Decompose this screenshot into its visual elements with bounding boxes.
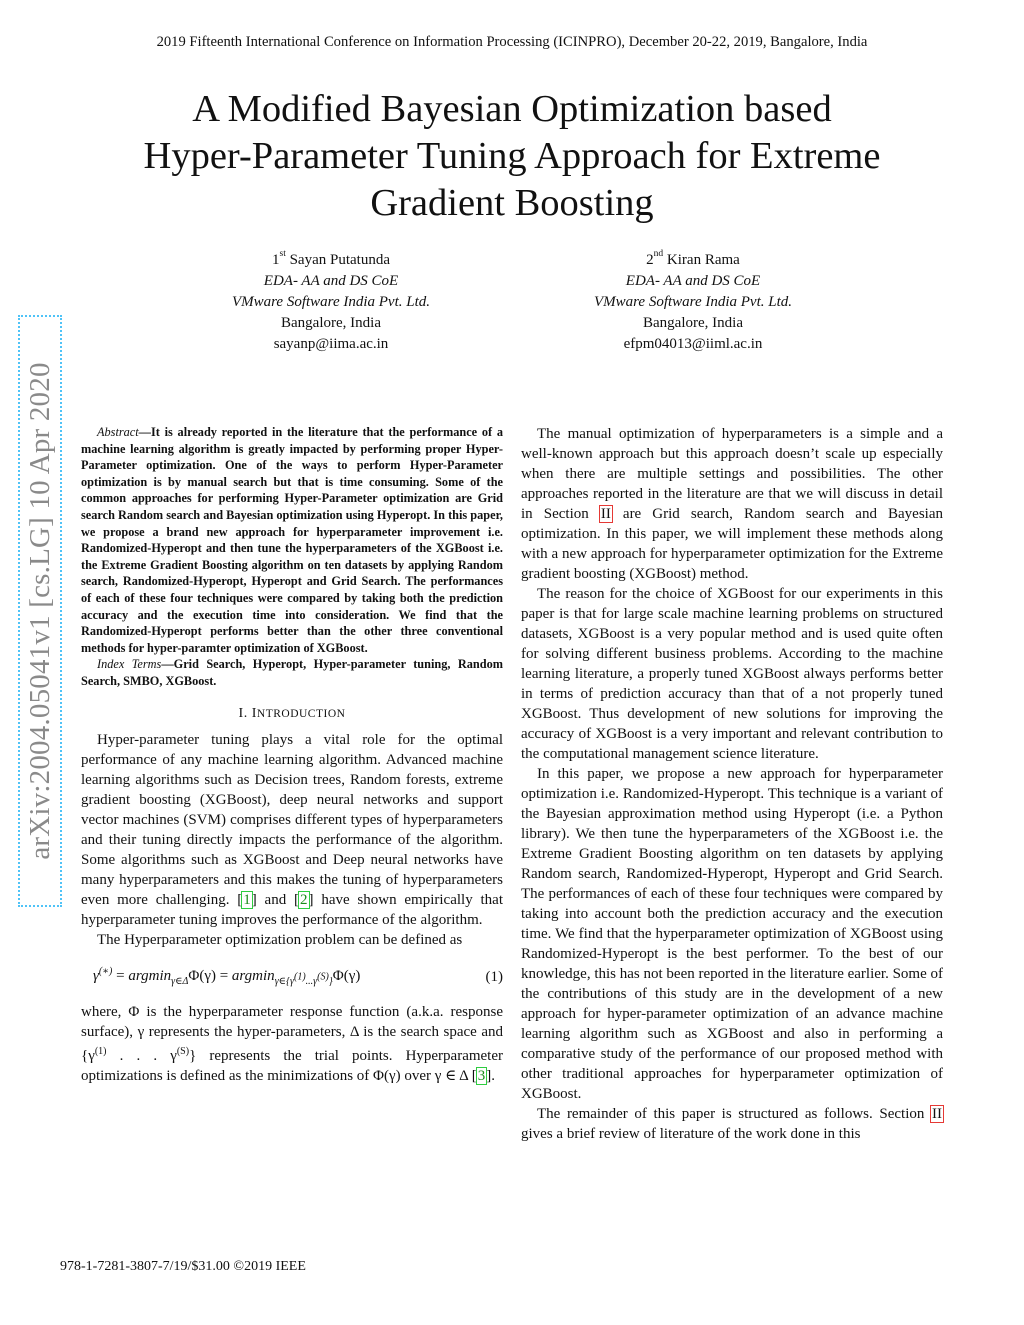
- section-ref-link[interactable]: II: [932, 1106, 942, 1122]
- author-name-line: 2nd Kiran Rama: [646, 249, 740, 268]
- author-location: Bangalore, India: [281, 315, 381, 331]
- section-ref-link[interactable]: II: [600, 506, 611, 522]
- body-paragraph: The remainder of this paper is structured as follows. Section II gives a brief review of literature of the work done in this: [521, 1106, 942, 1142]
- author-block-2: [503, 250, 883, 355]
- author-name: Kiran Rama: [666, 252, 740, 268]
- body-paragraph: The manual optimization of hyperparameters is a simple and a well-known approach but this approach doesn’t scale up especially when there are multiple settings and possibilities. The other approaches reported in the literature are that we will discuss in detail in Section II are Grid search, Random search and Bayesian optimization. In this paper, we will implement these methods along with a new approach for hyperparameter optimization for the Extreme gradient boosting (XGBoost) method.: [521, 426, 944, 582]
- intro-paragraph: Hyper-parameter tuning plays a vital role for the optimal performance of any machine learning algorithm. Advanced machine learning algorithms such as Decision trees, Random forests, extreme gradient boosting (XGBoost), deep neural networks and support vector machines (SVM) comprises different types of hyperparameters and their tuning directly impacts the performance of the algorithm. Some algorithms such as XGBoost and Deep neural networks have many hyperparameters and this makes the tuning of hyperparameters even more challenging. [1] and [2] have shown empirically that hyperparameter tuning improves the performance of the algorithm.: [81, 731, 503, 928]
- index-terms-label: Index Terms: [97, 657, 162, 672]
- title-line: Hyper-Parameter Tuning Approach for Extreme: [143, 135, 881, 177]
- title-line: A Modified Bayesian Optimization based: [192, 88, 832, 130]
- author-block-1: [141, 250, 521, 355]
- intro-paragraph: where, Φ is the hyperparameter response function (a.k.a. response surface), γ represents the hyper-parameters, Δ is the search space and {$\gamma^{(1)}$ . . . $\gamma^{(S)}$} represents the trial points. Hyperparameter optimizations is defined as the minimizations of Φ(γ) over γ ∈ Δ [3].: [81, 1003, 504, 1084]
- citation-link[interactable]: 3: [477, 1067, 486, 1084]
- author-email[interactable]: efpm04013@iiml.ac.in: [623, 336, 763, 352]
- author-name-line: 1st Sayan Putatunda: [272, 249, 390, 268]
- paper-title: [60, 86, 964, 227]
- author-dept: EDA- AA and DS CoE: [263, 273, 399, 289]
- section-heading: I. INTRODUCTION: [238, 705, 346, 721]
- equation-number: (1): [485, 968, 503, 985]
- abstract: [81, 424, 503, 690]
- author-location: Bangalore, India: [643, 315, 743, 331]
- copyright-footer: 978-1-7281-3807-7/19/$31.00 ©2019 IEEE: [60, 1259, 306, 1274]
- index-terms: —Grid Search, Hyperopt, Hyper-parameter tuning, Random Search, SMBO, XGBoost.: [81, 657, 503, 688]
- intro-paragraph: The Hyperparameter optimization problem can be defined as: [97, 931, 463, 948]
- citation-link[interactable]: 2: [300, 891, 308, 908]
- author-name: Sayan Putatunda: [289, 252, 390, 268]
- body-paragraph: In this paper, we propose a new approach for hyperparameter optimization i.e. Randomized-Hyperopt. This technique is a variant of the Bayesian approximation method using Hyperopt (i.e. a Python library). We then tune the hyperparameters of the XGBoost i.e. the Extreme Gradient Boosting algorithm on ten datasets by applying Random search, Randomized-Hyperopt, Hyperopt and Grid Search. The performances of each of these four techniques were compared by taking into account both the prediction accuracy and the execution time. We find that the hyperparameter optimization of XGBoost using Randomized-Hyperopt is the best performer. To the best of our knowledge, this has not been reported in the literature earlier. Some of the contributions of this study are in the development of a new approach for hyper-parameter optimization of an advance machine learning algorithm such as XGBoost and also in performing a comparative study of the performance of our proposed method with other traditional approaches for hyperparameter optimization of XGBoost.: [521, 766, 943, 1102]
- author-dept: EDA- AA and DS CoE: [625, 273, 761, 289]
- title-line: Gradient Boosting: [370, 182, 654, 224]
- author-email[interactable]: sayanp@iima.ac.in: [273, 336, 389, 352]
- arxiv-identifier[interactable]: arXiv:2004.05041v1 [cs.LG] 10 Apr 2020: [24, 362, 56, 860]
- author-org: VMware Software India Pvt. Ltd.: [593, 294, 793, 310]
- equation-body: γ(∗) = argmin$_{\gamma\in\Delta}$Φ(γ) = argmin$_{\gamma\in\{\gamma^{(1)}...\gamma^{(S)}\}}$Φ(γ): [93, 965, 361, 987]
- abstract-text: —It is already reported in the literature that the performance of a machine learning algorithm is greatly impacted by performing proper Hyper-Parameter optimization. One of the ways to perform Hyper-Parameter optimization is by manual search but that is time consuming. Some of the common approaches for performing Hyper-Parameter optimization are Grid search Random search and Bayesian optimization using Hyperopt. In this paper, we propose a brand new approach for hyperparameter improvement i.e. Randomized-Hyperopt and then tune the hyperparameters of the XGBoost i.e. the Extreme Gradient Boosting algorithm on ten datasets by applying Random search, Randomized-Hyperopt, Hyperopt and Grid Search. The performances of each of these four techniques were compared by taking both the prediction accuracy and the execution time into consideration. We find that the Randomized-Hyperopt performs better than the other three conventional methods for hyper-paramter optimization of XGBoost.: [81, 425, 503, 655]
- body-paragraph: The reason for the choice of XGBoost for our experiments in this paper is that for large scale machine learning problems on structured datasets, XGBoost is a very popular method and is used quite often for solving different business problems. According to the machine learning literature, a properly tuned XGBoost always performs better in terms of prediction accuracy than that of a not properly tuned XGBoost. Thus development of new solutions for improving the accuracy of XGBoost is a very important and relevant contribution to the computational management science literature.: [521, 586, 943, 762]
- right-column: [521, 424, 943, 1144]
- conference-header: 2019 Fifteenth International Conference on Information Processing (ICINPRO), December 20-22, 2019, Bangalore, India: [156, 34, 868, 50]
- abstract-label: Abstract: [97, 425, 139, 439]
- left-column: [81, 424, 503, 1086]
- author-org: VMware Software India Pvt. Ltd.: [231, 294, 431, 310]
- citation-link[interactable]: 1: [243, 891, 251, 908]
- equation-1: [81, 962, 503, 992]
